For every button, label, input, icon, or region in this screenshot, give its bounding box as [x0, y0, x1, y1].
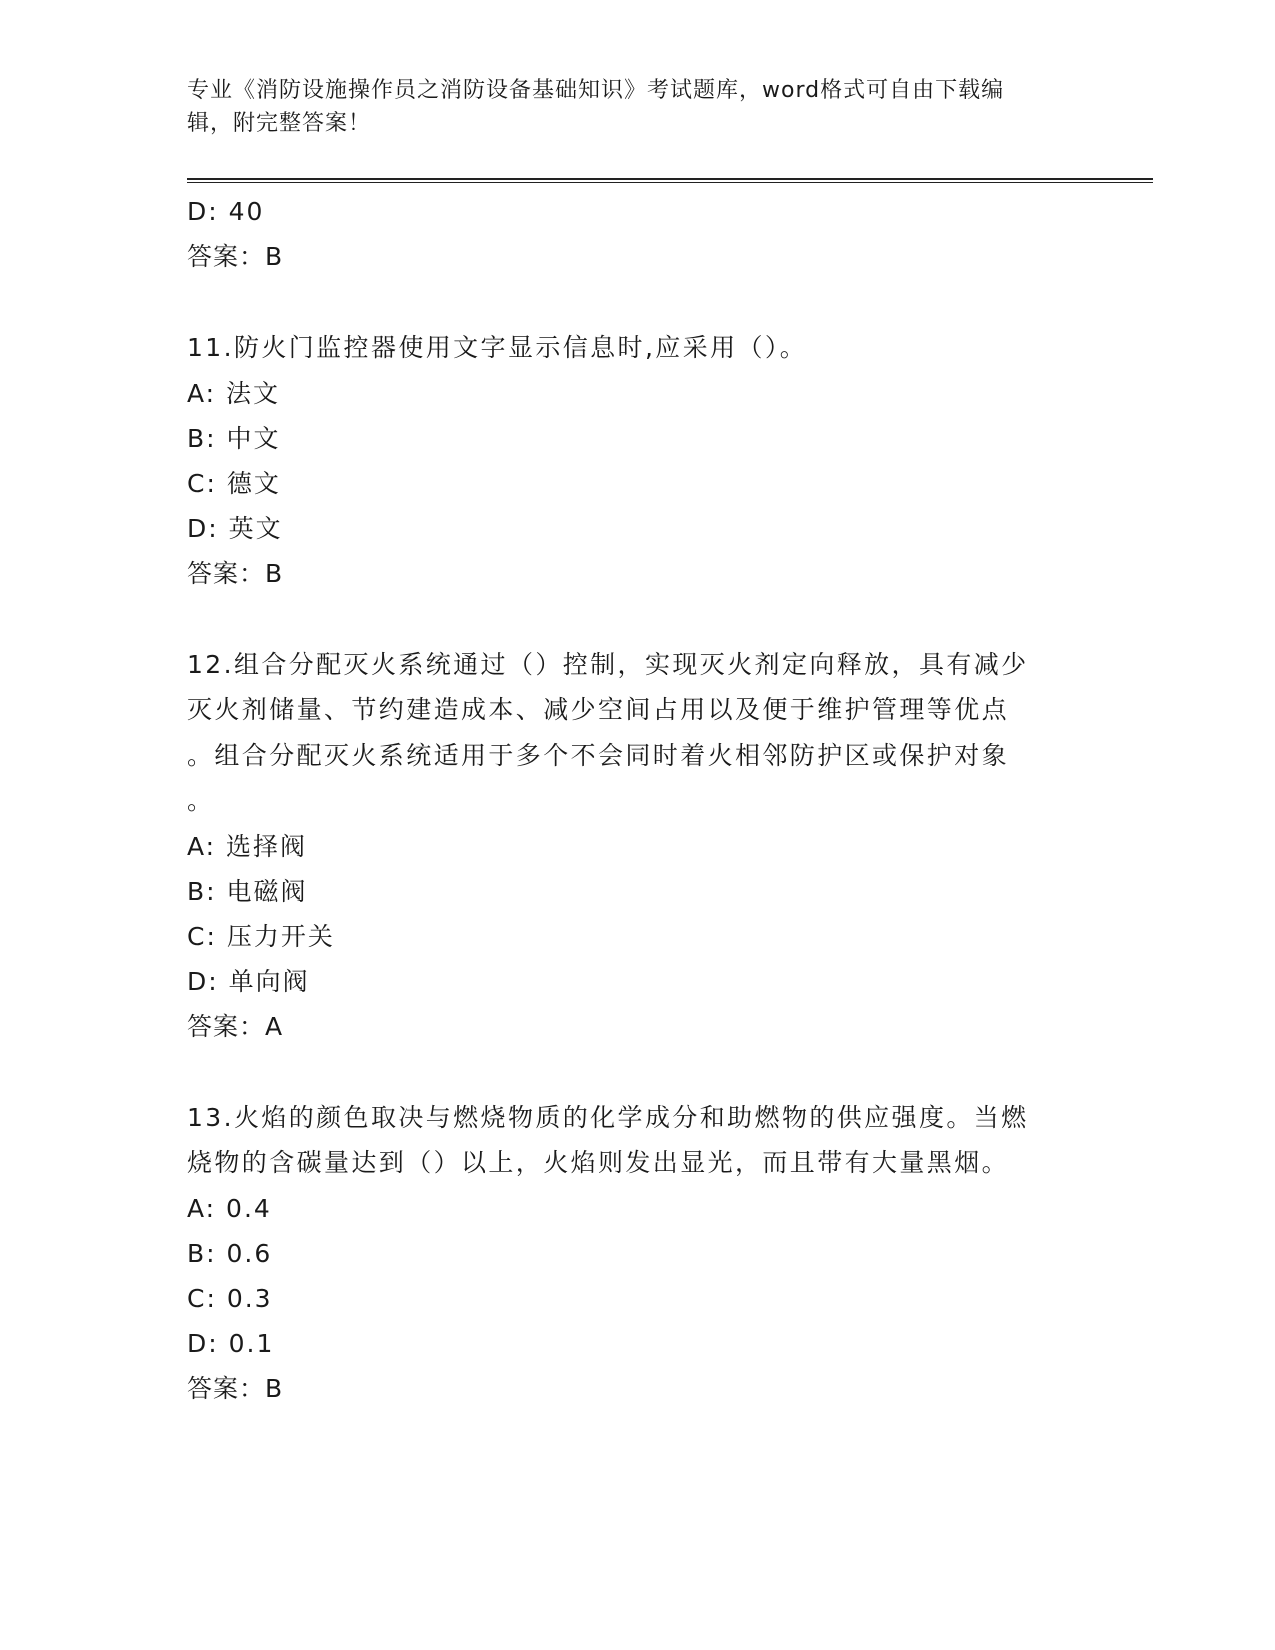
- option-c: C: 压力开关: [187, 921, 335, 951]
- answer-line: 答案：B: [187, 1373, 284, 1403]
- option-b: B: 中文: [187, 423, 281, 453]
- option-a: A: 0.4: [187, 1193, 272, 1223]
- question-11: [187, 325, 1087, 597]
- header-line-2: 辑，附完整答案！: [187, 111, 372, 136]
- question-12: [187, 642, 1087, 1050]
- stem-line: 11.防火门监控器使用文字显示信息时,应采用（）。: [187, 333, 808, 362]
- stem-line: 烧物的含碳量达到（）以上，火焰则发出显光，而且带有大量黑烟。: [187, 1148, 1010, 1177]
- option-d: D: 单向阀: [187, 966, 310, 996]
- stem-line: 12.组合分配灭火系统通过（）控制，实现灭火剂定向释放，具有减少: [187, 649, 1029, 679]
- question-stem: [187, 642, 1087, 824]
- stem-line: 。组合分配灭火系统适用于多个不会同时着火相邻防护区或保护对象: [187, 740, 1010, 770]
- page-header: [187, 74, 1067, 140]
- question-13: [187, 1095, 1087, 1412]
- answer-line: 答案：A: [187, 1011, 284, 1041]
- option-a: A: 选择阀: [187, 831, 308, 861]
- question-stem: [187, 325, 1087, 371]
- option-a: A: 法文: [187, 378, 281, 408]
- option-d: D: 0.1: [187, 1328, 275, 1358]
- stem-line: 灭火剂储量、节约建造成本、减少空间占用以及便于维护管理等优点: [187, 695, 1010, 724]
- answer-line: 答案：B: [187, 242, 284, 271]
- answer-line: 答案：B: [187, 558, 284, 588]
- stem-line: 13.火焰的颜色取决与燃烧物质的化学成分和助燃物的供应强度。当燃: [187, 1102, 1029, 1132]
- previous-question-tail: [187, 189, 1087, 280]
- option-c: C: 德文: [187, 468, 281, 498]
- option-c: C: 0.3: [187, 1283, 273, 1313]
- question-stem: [187, 1095, 1087, 1186]
- stem-line: 。: [187, 786, 215, 815]
- option-d: D: 40: [187, 197, 265, 226]
- option-b: B: 电磁阀: [187, 876, 308, 906]
- header-divider-thick: [187, 178, 1153, 180]
- header-divider-thin: [187, 182, 1153, 183]
- question-list: [187, 189, 1087, 1412]
- option-b: B: 0.6: [187, 1238, 273, 1268]
- header-line-1: 专业《消防设施操作员之消防设备基础知识》考试题库，word格式可自由下载编: [187, 78, 1005, 103]
- option-d: D: 英文: [187, 513, 283, 543]
